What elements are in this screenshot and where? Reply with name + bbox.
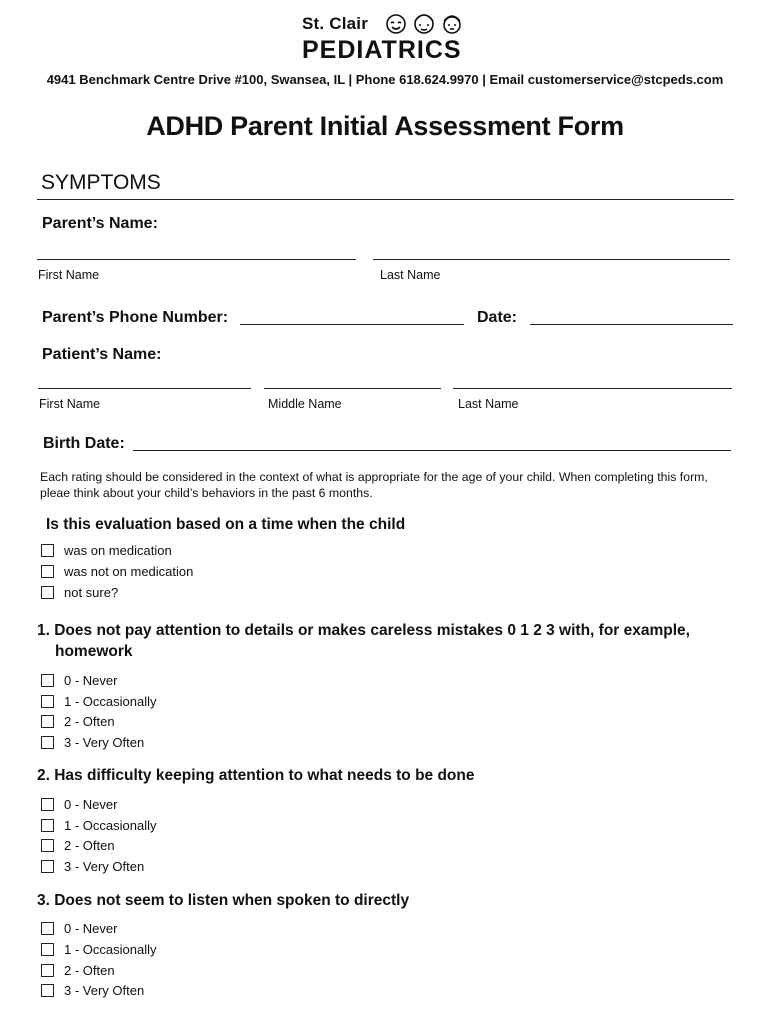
date-label: Date: [477, 309, 518, 326]
evaluation-question: Is this evaluation based on a time when the child [46, 516, 406, 533]
date-field[interactable] [530, 324, 733, 325]
option-label: 3 - Very Often [64, 859, 145, 874]
section-heading: SYMPTOMS [41, 171, 161, 194]
question-3-option-very-often[interactable] [41, 983, 144, 998]
question-2-title: 2. Has difficulty keeping attention to what needs to be done [37, 767, 475, 784]
question-2-option-very-often[interactable] [41, 859, 144, 874]
question-1-option-often[interactable] [41, 714, 115, 729]
patient-last-name-field[interactable] [453, 388, 732, 389]
checkbox[interactable] [41, 695, 54, 708]
option-label: not sure? [64, 585, 119, 600]
option-label: 3 - Very Often [64, 983, 145, 998]
checkbox[interactable] [41, 586, 54, 599]
instructions-text: Each rating should be considered in the context of what is appropriate for the age of your child. When completing this form, pleae think about your child’s behaviors in the past 6 months. [40, 470, 708, 500]
checkbox[interactable] [41, 565, 54, 578]
checkbox[interactable] [41, 839, 54, 852]
clinic-address: 4941 Benchmark Centre Drive #100, Swansea, IL | Phone 618.624.9970 | Email customerservice@stcpeds.com [46, 72, 724, 87]
checkbox[interactable] [41, 715, 54, 728]
parent-name-label: Parent’s Name: [42, 215, 158, 232]
checkbox[interactable] [41, 984, 54, 997]
checkbox[interactable] [41, 943, 54, 956]
checkbox[interactable] [41, 798, 54, 811]
option-label: 2 - Often [64, 714, 115, 729]
parent-phone-label: Parent’s Phone Number: [42, 309, 229, 326]
checkbox[interactable] [41, 922, 54, 935]
question-2-option-never[interactable] [41, 797, 117, 812]
option-label: 1 - Occasionally [64, 694, 157, 709]
question-2-option-occasionally[interactable] [41, 818, 156, 833]
evaluation-option-not-on-medication[interactable] [41, 564, 193, 579]
option-label: 2 - Often [64, 838, 115, 853]
question-1-option-never[interactable] [41, 673, 117, 688]
logo-text-top: St. Clair [302, 14, 369, 33]
checkbox[interactable] [41, 544, 54, 557]
children-faces-icon [382, 11, 468, 37]
patient-first-name-caption: First Name [39, 397, 101, 411]
clinic-logo [300, 8, 470, 64]
option-label: 1 - Occasionally [64, 942, 157, 957]
question-1-title [37, 620, 697, 662]
evaluation-option-on-medication[interactable] [41, 543, 172, 558]
option-label: 0 - Never [64, 921, 118, 936]
birth-date-field[interactable] [133, 450, 731, 451]
logo-text-bottom: PEDIATRICS [302, 36, 462, 64]
option-label: 1 - Occasionally [64, 818, 157, 833]
parent-first-name-field[interactable] [37, 259, 356, 260]
checkbox[interactable] [41, 964, 54, 977]
patient-name-label: Patient’s Name: [42, 346, 162, 363]
parent-last-name-caption: Last Name [380, 268, 441, 282]
section-divider [37, 199, 734, 200]
question-3-option-occasionally[interactable] [41, 942, 156, 957]
option-label: was on medication [64, 543, 172, 558]
question-1-text: 1. Does not pay attention to details or makes careless mistakes 0 1 2 3 with, for example, homework [37, 622, 690, 660]
question-1-option-occasionally[interactable] [41, 694, 156, 709]
birth-date-label: Birth Date: [43, 435, 125, 452]
option-label: 3 - Very Often [64, 735, 145, 750]
parent-phone-field[interactable] [240, 324, 464, 325]
checkbox[interactable] [41, 736, 54, 749]
checkbox[interactable] [41, 860, 54, 873]
patient-middle-name-caption: Middle Name [268, 397, 342, 411]
option-label: 0 - Never [64, 797, 118, 812]
question-3-title: 3. Does not seem to listen when spoken to directly [37, 892, 410, 909]
evaluation-option-not-sure[interactable] [41, 585, 118, 600]
parent-last-name-field[interactable] [373, 259, 730, 260]
question-2-option-often[interactable] [41, 838, 115, 853]
question-1-option-very-often[interactable] [41, 735, 144, 750]
form-title: ADHD Parent Initial Assessment Form [146, 111, 624, 141]
option-label: 2 - Often [64, 963, 115, 978]
patient-middle-name-field[interactable] [264, 388, 441, 389]
option-label: 0 - Never [64, 673, 118, 688]
checkbox[interactable] [41, 819, 54, 832]
question-3-option-often[interactable] [41, 963, 115, 978]
question-3-option-never[interactable] [41, 921, 117, 936]
option-label: was not on medication [64, 564, 194, 579]
patient-first-name-field[interactable] [38, 388, 251, 389]
parent-first-name-caption: First Name [38, 268, 100, 282]
patient-last-name-caption: Last Name [458, 397, 519, 411]
checkbox[interactable] [41, 674, 54, 687]
